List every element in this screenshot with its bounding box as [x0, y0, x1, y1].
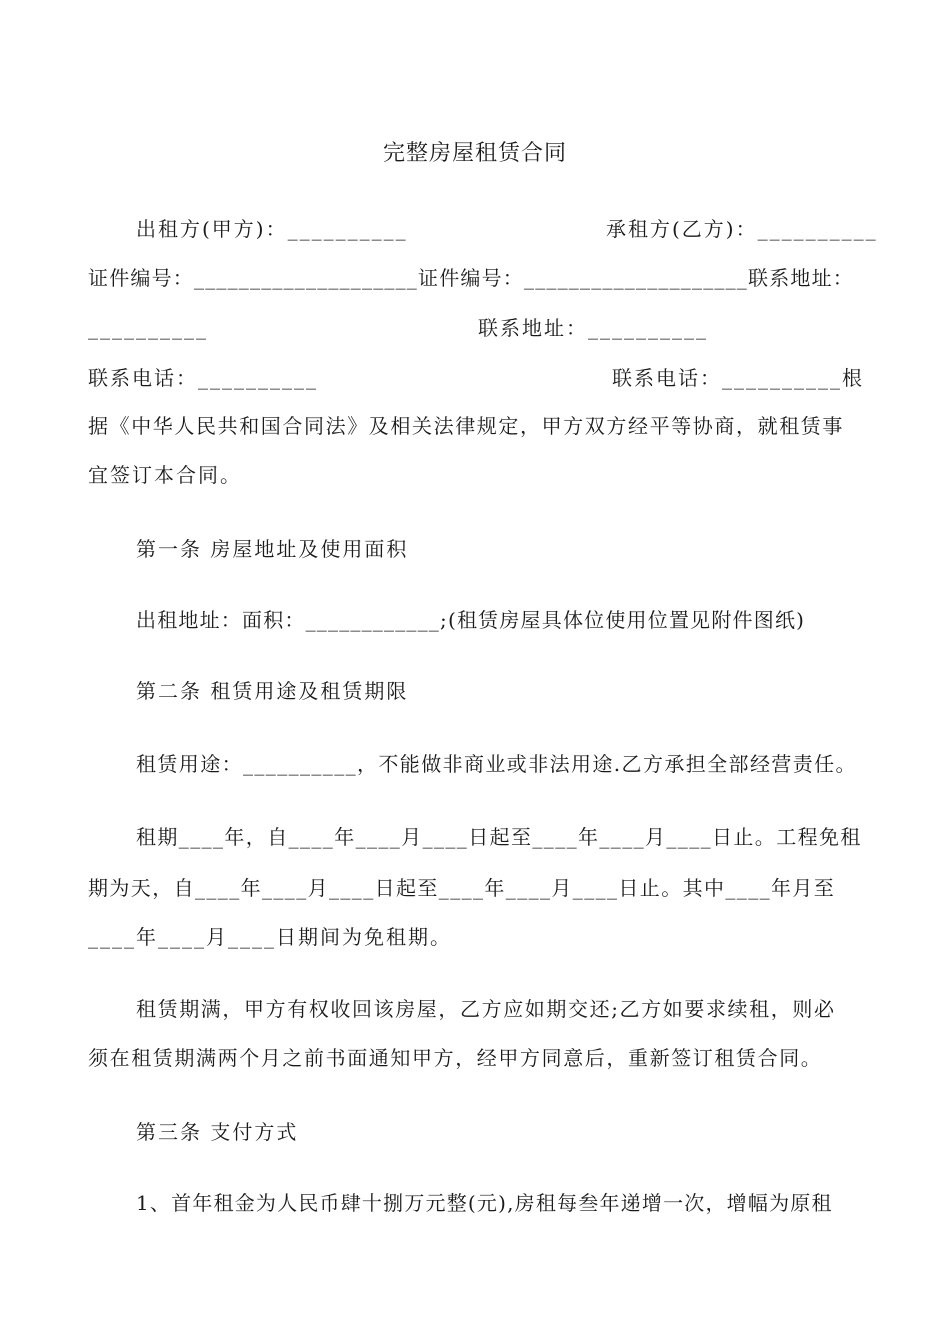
- article-1-heading: 第一条 房屋地址及使用面积: [136, 537, 409, 561]
- payment-line-1: 1、首年租金为人民币肆十捌万元整(元),房租每叁年递增一次，增幅为原租: [136, 1191, 833, 1215]
- lessor-phone-line: 联系电话：__________: [88, 366, 318, 390]
- preamble-line-2: 宜签订本合同。: [88, 463, 242, 487]
- document-title: 完整房屋租赁合同: [382, 141, 567, 166]
- lease-term-line-3: ____年____月____日期间为免租期。: [88, 925, 452, 949]
- id-number-line: 证件编号：____________________证件编号：____________________联系地址：: [88, 266, 854, 290]
- lease-term-line-2: 期为天，自____年____月____日起至____年____月____日止。其中____年月至: [88, 876, 836, 900]
- preamble-line-1: 据《中华人民共和国合同法》及相关法律规定，甲方双方经平等协商，就租赁事: [88, 414, 844, 438]
- article-2-heading: 第二条 租赁用途及租赁期限: [136, 679, 409, 703]
- lessor-line: 出租方(甲方)：__________: [136, 217, 408, 241]
- lessee-line: 承租方(乙方)：__________: [606, 217, 878, 241]
- renewal-line-1: 租赁期满，甲方有权收回该房屋，乙方应如期交还;乙方如要求续租，则必: [136, 997, 836, 1021]
- rental-purpose-line: 租赁用途：__________，不能做非商业或非法用途.乙方承担全部经营责任。: [136, 752, 857, 776]
- lessee-address-line: 联系地址：__________: [478, 316, 708, 340]
- article-3-heading: 第三条 支付方式: [136, 1120, 299, 1144]
- lease-term-line-1: 租期____年，自____年____月____日起至____年____月____日止。工程免租: [136, 825, 862, 849]
- lessee-phone-line: 联系电话：__________根: [612, 366, 864, 390]
- rental-address-line: 出租地址：面积：____________;(租赁房屋具体位使用位置见附件图纸): [136, 608, 806, 632]
- renewal-line-2: 须在租赁期满两个月之前书面通知甲方，经甲方同意后，重新签订租赁合同。: [88, 1046, 823, 1070]
- address-blank: __________: [88, 316, 208, 340]
